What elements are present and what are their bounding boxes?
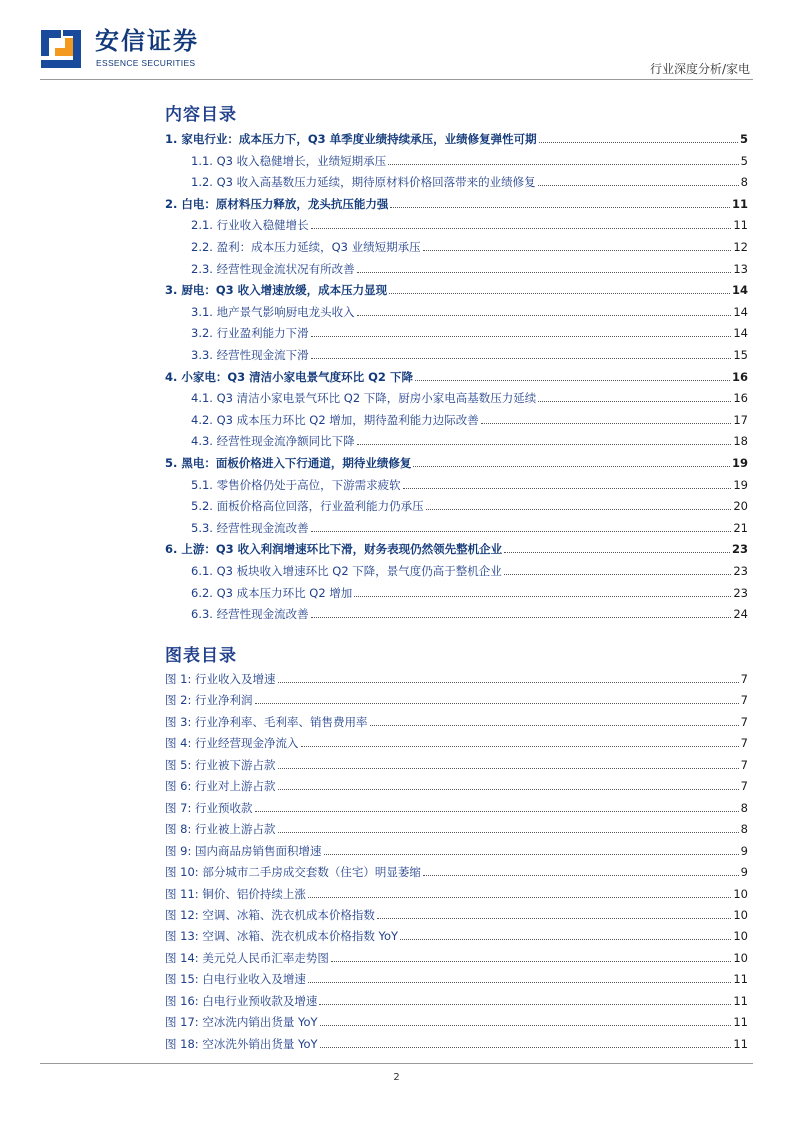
figures-entry-title: 图 7: 行业预收款	[165, 800, 253, 815]
contents-entry-page: 11	[731, 196, 748, 211]
figures-entry-title: 图 9: 国内商品房销售面积增速	[165, 843, 322, 858]
contents-entry-page: 5	[740, 153, 748, 168]
dot-leader	[370, 724, 739, 726]
contents-entry[interactable]	[165, 519, 748, 535]
figures-entry[interactable]	[165, 906, 748, 922]
contents-entry-title: 6. 上游：Q3 收入利润增速环比下滑，财务表现仍然领先整机企业	[165, 542, 503, 557]
figures-entry-title: 图 11: 铜价、铝价持续上涨	[165, 886, 306, 901]
dot-leader	[403, 487, 732, 489]
contents-entry[interactable]	[165, 411, 748, 427]
contents-entry-title: 5.2. 面板价格高位回落，行业盈利能力仍承压	[191, 499, 424, 514]
contents-entry-title: 2.3. 经营性现金流状况有所改善	[191, 261, 355, 276]
contents-entry[interactable]	[165, 476, 748, 492]
figures-entry-title: 图 4: 行业经营现金净流入	[165, 736, 299, 751]
figures-entry-page: 7	[740, 736, 748, 751]
figures-entry[interactable]	[165, 820, 748, 836]
contents-entry[interactable]	[165, 303, 748, 319]
figures-entry[interactable]	[165, 734, 748, 750]
dot-leader	[255, 810, 739, 812]
contents-entry-title: 1. 家电行业：成本压力下，Q3 单季度业绩持续承压，业绩修复弹性可期	[165, 132, 537, 146]
contents-entry-page: 18	[733, 434, 748, 449]
contents-entry[interactable]	[165, 497, 748, 513]
figures-entry-title: 图 8: 行业被上游占款	[165, 822, 276, 837]
header-divider	[40, 79, 753, 80]
contents-title: 内容目录	[165, 105, 237, 125]
figures-entry[interactable]	[165, 691, 748, 707]
contents-entry[interactable]	[165, 432, 748, 448]
figures-entry-page: 11	[733, 1036, 748, 1051]
contents-entry-page: 16	[731, 369, 748, 384]
dot-leader	[331, 960, 732, 962]
dot-leader	[311, 357, 732, 359]
dot-leader	[320, 1024, 732, 1026]
dot-leader	[423, 874, 739, 876]
figures-entry[interactable]	[165, 992, 748, 1008]
dot-leader	[320, 1046, 732, 1048]
contents-entry-title: 1.1. Q3 收入稳健增长，业绩短期承压	[191, 153, 387, 168]
figures-entry-title: 图 6: 行业对上游占款	[165, 779, 276, 794]
contents-entry[interactable]	[165, 173, 748, 189]
figures-entry-page: 8	[740, 822, 748, 837]
figures-entry-title: 图 1: 行业收入及增速	[165, 672, 276, 686]
figures-entry[interactable]	[165, 777, 748, 793]
figures-entry-page: 11	[733, 1015, 748, 1030]
dot-leader	[357, 271, 732, 273]
contents-entry-title: 6.3. 经营性现金流改善	[191, 607, 309, 622]
contents-entry-title: 5. 黑电：面板价格进入下行通道，期待业绩修复	[165, 456, 412, 470]
contents-entry[interactable]	[165, 281, 748, 297]
contents-entry-title: 4.2. Q3 成本压力环比 Q2 增加，期待盈利能力边际改善	[191, 412, 479, 427]
contents-entry-page: 16	[733, 391, 748, 406]
brand-name-cn: 安信证券	[95, 27, 199, 55]
figures-entry[interactable]	[165, 670, 748, 686]
dot-leader	[311, 616, 732, 618]
figures-entry-title: 图 18: 空冰洗外销出货量 YoY	[165, 1036, 318, 1051]
dot-leader	[311, 335, 732, 337]
figures-entry-page: 7	[740, 672, 748, 686]
figures-entry-title: 图 12: 空调、冰箱、洗衣机成本价格指数	[165, 907, 375, 922]
figures-title: 图表目录	[165, 646, 237, 666]
figures-entry[interactable]	[165, 713, 748, 729]
contents-entry[interactable]	[165, 562, 748, 578]
dot-leader	[354, 595, 731, 597]
footer-divider	[40, 1063, 753, 1064]
contents-entry-title: 1.2. Q3 收入高基数压力延续，期待原材料价格回落带来的业绩修复	[191, 175, 536, 190]
contents-entry-title: 4. 小家电：Q3 清洁小家电景气度环比 Q2 下降	[165, 369, 413, 384]
figures-entry-page: 7	[740, 779, 748, 794]
figures-entry-page: 10	[733, 929, 748, 944]
contents-entry-title: 4.1. Q3 清洁小家电景气环比 Q2 下降，厨房小家电高基数压力延续	[191, 391, 537, 406]
figures-entry[interactable]	[165, 970, 748, 986]
contents-entry-page: 8	[740, 175, 748, 190]
dot-leader	[255, 702, 739, 704]
contents-entry[interactable]	[165, 389, 748, 405]
contents-entry[interactable]	[165, 584, 748, 600]
contents-entry-title: 3.1. 地产景气影响厨电龙头收入	[191, 304, 355, 319]
dot-leader	[426, 508, 732, 510]
dot-leader	[301, 745, 739, 747]
figures-entry[interactable]	[165, 927, 748, 943]
contents-entry-title: 3. 厨电：Q3 收入增速放缓，成本压力显现	[165, 283, 388, 298]
dot-leader	[539, 141, 738, 143]
figures-entry[interactable]	[165, 885, 748, 901]
figures-entry[interactable]	[165, 756, 748, 772]
report-category: 行业深度分析/家电	[649, 62, 750, 76]
contents-entry-title: 6.2. Q3 成本压力环比 Q2 增加	[191, 585, 353, 600]
contents-entry-page: 5	[739, 132, 748, 146]
brand-name-en: ESSENCE SECURITIES	[96, 58, 196, 68]
figures-entry-page: 10	[733, 907, 748, 922]
figures-entry-title: 图 16: 白电行业预收款及增速	[165, 993, 318, 1008]
contents-entry[interactable]	[165, 540, 748, 556]
contents-entry-page: 14	[731, 283, 748, 298]
contents-entry[interactable]	[165, 605, 748, 621]
contents-entry-page: 23	[731, 542, 748, 557]
contents-entry-title: 3.2. 行业盈利能力下滑	[191, 326, 309, 341]
figures-entry-title: 图 13: 空调、冰箱、洗衣机成本价格指数 YoY	[165, 929, 399, 944]
figures-entry-page: 11	[733, 993, 748, 1008]
contents-entry-title: 2.1. 行业收入稳健增长	[191, 218, 309, 233]
contents-entry-page: 21	[733, 520, 748, 535]
contents-entry-page: 19	[733, 477, 748, 492]
contents-entry-page: 23	[733, 564, 748, 578]
dot-leader	[538, 184, 739, 186]
dot-leader	[278, 681, 739, 683]
contents-entry-page: 24	[733, 607, 748, 622]
figures-entry-title: 图 2: 行业净利润	[165, 693, 253, 708]
dot-leader	[278, 767, 739, 769]
contents-entry-page: 11	[733, 218, 748, 233]
dot-leader	[377, 917, 732, 919]
figures-entry-page: 9	[740, 865, 748, 880]
dot-leader	[357, 443, 732, 445]
figures-entry-title: 图 15: 白电行业收入及增速	[165, 972, 306, 987]
figures-entry-title: 图 3: 行业净利率、毛利率、销售费用率	[165, 714, 368, 729]
contents-entry-page: 12	[733, 240, 748, 254]
figures-entry-page: 7	[740, 757, 748, 772]
dot-leader	[400, 938, 731, 940]
contents-entry-page: 19	[731, 456, 748, 470]
figures-entry-page: 11	[733, 972, 748, 987]
contents-entry[interactable]	[165, 195, 748, 211]
figures-entry-title: 图 5: 行业被下游占款	[165, 757, 276, 772]
dot-leader	[308, 981, 732, 983]
dot-leader	[388, 163, 739, 165]
figures-entry-page: 9	[740, 843, 748, 858]
contents-entry-title: 3.3. 经营性现金流下滑	[191, 348, 309, 362]
dot-leader	[423, 249, 732, 251]
dot-leader	[504, 573, 732, 575]
dot-leader	[504, 551, 730, 553]
contents-entry-title: 4.3. 经营性现金流净额同比下降	[191, 434, 355, 449]
contents-entry[interactable]	[165, 454, 748, 470]
figures-entry-page: 10	[733, 886, 748, 901]
contents-entry-title: 2.2. 盈利：成本压力延续，Q3 业绩短期承压	[191, 240, 421, 254]
contents-entry[interactable]	[165, 216, 748, 232]
contents-entry-page: 17	[733, 412, 748, 427]
dot-leader	[413, 465, 730, 467]
contents-entry-page: 23	[733, 585, 748, 600]
page-number: 2	[393, 1072, 400, 1083]
figures-entry[interactable]	[165, 842, 748, 858]
contents-entry-title: 6.1. Q3 板块收入增速环比 Q2 下降，景气度仍高于整机企业	[191, 564, 502, 578]
dot-leader	[357, 314, 732, 316]
dot-leader	[481, 422, 732, 424]
contents-entry[interactable]	[165, 238, 748, 254]
essence-logo-icon	[41, 26, 81, 68]
dot-leader	[389, 292, 730, 294]
dot-leader	[278, 788, 739, 790]
contents-entry-page: 13	[733, 261, 748, 276]
figures-entry-title: 图 17: 空冰洗内销出货量 YoY	[165, 1015, 318, 1030]
contents-entry[interactable]	[165, 346, 748, 362]
dot-leader	[311, 227, 732, 229]
contents-entry[interactable]	[165, 130, 748, 146]
contents-entry[interactable]	[165, 260, 748, 276]
figures-entry[interactable]	[165, 863, 748, 879]
contents-entry-page: 14	[733, 326, 748, 341]
dot-leader	[415, 379, 730, 381]
contents-entry-title: 2. 白电：原材料压力释放，龙头抗压能力强	[165, 196, 389, 211]
figures-entry-page: 8	[740, 800, 748, 815]
dot-leader	[319, 1003, 731, 1005]
dot-leader	[538, 400, 731, 402]
figures-entry-page: 10	[733, 950, 748, 965]
figures-entry-page: 7	[740, 714, 748, 729]
figures-entry-title: 图 10: 部分城市二手房成交套数（住宅）明显萎缩	[165, 865, 421, 880]
dot-leader	[311, 530, 732, 532]
figures-entry[interactable]	[165, 1013, 748, 1029]
contents-entry-page: 14	[733, 304, 748, 319]
dot-leader	[324, 853, 739, 855]
contents-entry-title: 5.3. 经营性现金流改善	[191, 520, 309, 535]
contents-entry[interactable]	[165, 152, 748, 168]
dot-leader	[308, 896, 732, 898]
figures-entry[interactable]	[165, 799, 748, 815]
figures-entry-page: 7	[740, 693, 748, 708]
figures-entry[interactable]	[165, 949, 748, 965]
page-header	[0, 0, 793, 80]
contents-entry-title: 5.1. 零售价格仍处于高位，下游需求疲软	[191, 477, 401, 492]
contents-entry-page: 20	[733, 499, 748, 514]
figures-entry[interactable]	[165, 1035, 748, 1051]
contents-entry[interactable]	[165, 368, 748, 384]
contents-entry[interactable]	[165, 324, 748, 340]
contents-entry-page: 15	[733, 348, 748, 362]
figures-entry-title: 图 14: 美元兑人民币汇率走势图	[165, 950, 329, 965]
dot-leader	[278, 831, 739, 833]
dot-leader	[390, 206, 730, 208]
